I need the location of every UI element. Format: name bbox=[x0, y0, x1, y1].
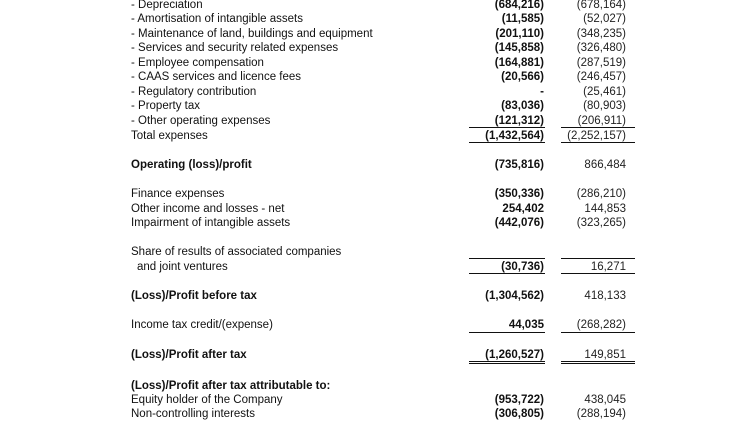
row-label: Non-controlling interests bbox=[131, 408, 256, 420]
table-row bbox=[0, 70, 746, 84]
prior-year-value: (52,027) bbox=[583, 13, 626, 25]
table-row bbox=[0, 289, 746, 303]
current-year-value: (30,736) bbox=[501, 261, 544, 273]
prior-year-value: 866,484 bbox=[584, 159, 626, 171]
subtotal-rule bbox=[561, 258, 635, 259]
current-year-value: (145,858) bbox=[494, 42, 544, 54]
table-row bbox=[0, 260, 746, 274]
table-row bbox=[0, 27, 746, 41]
total-rule bbox=[469, 142, 545, 143]
table-row bbox=[0, 158, 746, 172]
row-label: Impairment of intangible assets bbox=[131, 217, 291, 229]
row-label: - Other operating expenses bbox=[131, 115, 271, 127]
prior-year-value: (348,235) bbox=[576, 28, 626, 40]
prior-year-value: 418,133 bbox=[584, 290, 626, 302]
table-row bbox=[0, 12, 746, 26]
table-row bbox=[0, 216, 746, 230]
table-row bbox=[0, 114, 746, 128]
subtotal-rule bbox=[469, 273, 545, 274]
prior-year-value: (206,911) bbox=[577, 115, 626, 127]
subtotal-rule bbox=[561, 273, 635, 274]
row-label: - Amortisation of intangible assets bbox=[131, 13, 303, 25]
total-rule bbox=[561, 142, 635, 143]
prior-year-value: 149,851 bbox=[584, 349, 626, 361]
grand-total-rule bbox=[469, 361, 545, 364]
prior-year-value: (326,480) bbox=[576, 42, 626, 54]
prior-year-value: (678,164) bbox=[576, 0, 626, 11]
table-row bbox=[0, 202, 746, 216]
row-label: (Loss)/Profit after tax bbox=[131, 349, 247, 361]
row-label: Share of results of associated companies bbox=[131, 246, 342, 258]
grand-total-rule bbox=[561, 361, 635, 364]
prior-year-value: 144,853 bbox=[584, 203, 626, 215]
table-row bbox=[0, 99, 746, 113]
row-label: Income tax credit/(expense) bbox=[131, 319, 273, 331]
prior-year-value: (25,461) bbox=[583, 86, 626, 98]
row-label: - Employee compensation bbox=[131, 57, 264, 69]
row-label: - Services and security related expenses bbox=[131, 42, 339, 54]
row-label: (Loss)/Profit before tax bbox=[131, 290, 257, 302]
table-row bbox=[0, 41, 746, 55]
current-year-value: (20,566) bbox=[501, 71, 544, 83]
section-heading: (Loss)/Profit after tax attributable to: bbox=[131, 380, 331, 392]
current-year-value: (306,805) bbox=[494, 408, 544, 420]
table-row bbox=[0, 348, 746, 362]
row-label: - CAAS services and licence fees bbox=[131, 71, 302, 83]
prior-year-value: (268,282) bbox=[576, 319, 626, 331]
row-label: Equity holder of the Company bbox=[131, 394, 283, 406]
current-year-value: (121,312) bbox=[494, 115, 544, 127]
row-label: - Regulatory contribution bbox=[131, 86, 257, 98]
current-year-value: (83,036) bbox=[501, 100, 544, 112]
prior-year-value: (246,457) bbox=[576, 71, 626, 83]
prior-year-value: 438,045 bbox=[584, 394, 626, 406]
row-label: - Depreciation bbox=[131, 0, 203, 11]
table-row bbox=[0, 56, 746, 70]
current-year-value: (164,881) bbox=[494, 57, 544, 69]
table-row bbox=[0, 318, 746, 332]
current-year-value: (1,304,562) bbox=[485, 290, 544, 302]
row-label: - Maintenance of land, buildings and equipment bbox=[131, 28, 373, 40]
current-year-value: (350,336) bbox=[494, 188, 544, 200]
prior-year-value: (288,194) bbox=[576, 408, 626, 420]
current-year-value: (735,816) bbox=[494, 159, 544, 171]
current-year-value: (442,076) bbox=[494, 217, 544, 229]
current-year-value: (953,722) bbox=[494, 394, 544, 406]
table-row bbox=[0, 129, 746, 143]
table-row bbox=[0, 187, 746, 201]
prior-year-value: (286,210) bbox=[576, 188, 626, 200]
current-year-value: (684,216) bbox=[494, 0, 544, 11]
prior-year-value: 16,271 bbox=[590, 261, 626, 273]
row-label: - Property tax bbox=[131, 100, 201, 112]
current-year-value: - bbox=[540, 86, 544, 98]
table-row bbox=[0, 379, 746, 393]
prior-year-value: (323,265) bbox=[576, 217, 626, 229]
prior-year-value: (2,252,157) bbox=[567, 130, 626, 142]
row-label: Finance expenses bbox=[131, 188, 225, 200]
table-row bbox=[0, 0, 746, 12]
current-year-value: (201,110) bbox=[495, 28, 544, 40]
row-label: Other income and losses - net bbox=[131, 203, 285, 215]
subtotal-rule bbox=[561, 127, 635, 128]
row-label: Total expenses bbox=[131, 130, 208, 142]
prior-year-value: (80,903) bbox=[583, 100, 626, 112]
subtotal-rule bbox=[469, 258, 545, 259]
table-row bbox=[0, 245, 746, 259]
table-row bbox=[0, 85, 746, 99]
current-year-value: (1,432,564) bbox=[485, 130, 544, 142]
table-row bbox=[0, 393, 746, 407]
current-year-value: (1,260,527) bbox=[485, 349, 544, 361]
current-year-value: (11,585) bbox=[501, 13, 544, 25]
row-label: Operating (loss)/profit bbox=[131, 159, 252, 171]
subtotal-rule bbox=[469, 127, 545, 128]
subtotal-rule bbox=[561, 332, 635, 333]
subtotal-rule bbox=[469, 332, 545, 333]
current-year-value: 254,402 bbox=[502, 203, 544, 215]
row-label: and joint ventures bbox=[137, 261, 228, 273]
current-year-value: 44,035 bbox=[508, 319, 544, 331]
prior-year-value: (287,519) bbox=[576, 57, 626, 69]
